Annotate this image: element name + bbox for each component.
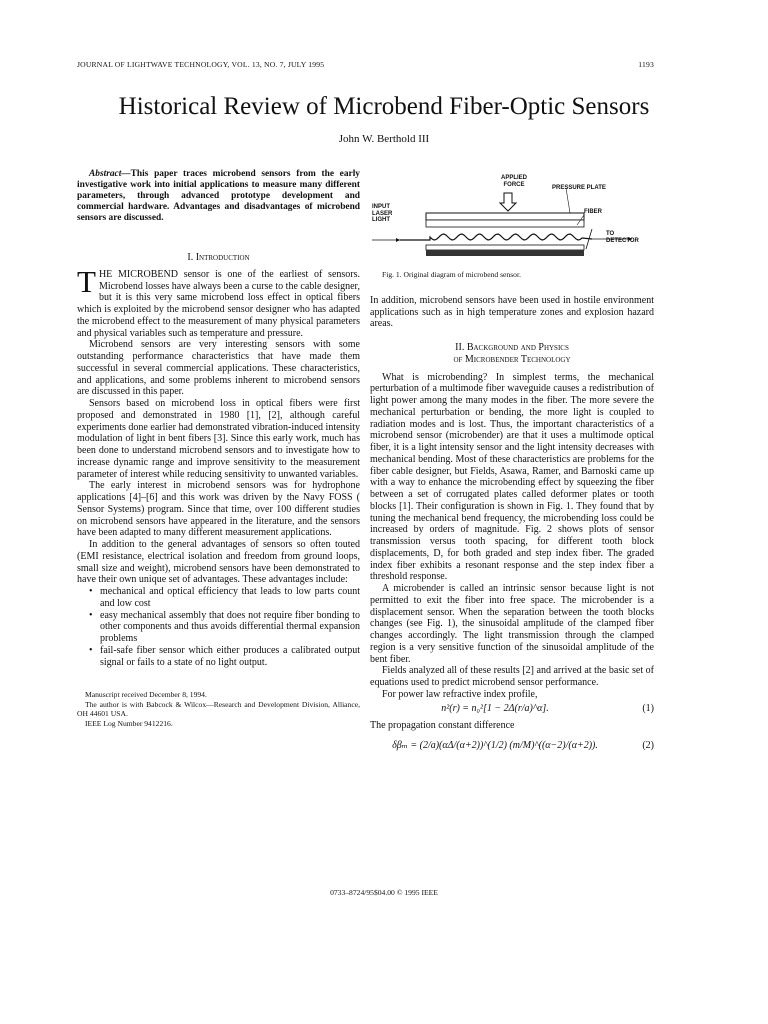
intro-paragraph-4: The early interest in microbend sensors was for hydrophone applications [4]–[6] and this work was driven by the Navy FOSS ( Sensor Systems) program. Since that time, over 100 different studies on microbend sensors have appeared in the literature, and the sensors have been adapted to many different measurement applications. xyxy=(77,480,360,539)
section-heading-background-line-1: II. Background and Physics xyxy=(455,342,569,353)
equation-1-number: (1) xyxy=(642,702,654,714)
equation-2 xyxy=(370,740,654,752)
figure-1-caption: Fig. 1. Original diagram of microbend sensor. xyxy=(382,270,521,279)
advantages-list xyxy=(77,586,360,668)
pressure-plate xyxy=(426,213,584,220)
label-to-detector: TO DETECTOR xyxy=(606,231,639,244)
background-paragraph-5: The propagation constant difference xyxy=(370,720,515,732)
intro-paragraph-2: Microbend sensors are very interesting sensors with some outstanding performance characteristics that have made them successful in several commercial applications. These characteristics, and applications, and some problems inherent to microbend sensors are discussed in this paper. xyxy=(77,339,360,398)
abstract-text: This paper traces microbend sensors from the early investigative work into initial applications to measure many different parameters, through advanced prototype development and commercial hardware. Advantages and disadvantages of microbend sensors are discussed. xyxy=(77,169,360,223)
intro-paragraph-1-text: HE MICROBEND sensor is one of the earliest of sensors. Microbend losses have always been a curse to the cable designer, but it is this very same microbend loss effect in optical fibers which is exploited by the microbend sensor designer who has adapted the microbend effect to the measurement of many physical parameters and physical variables such as temperature and pressure. xyxy=(77,268,360,339)
list-item: • fail-safe fiber sensor which either produces a calibrated output signal or fails to a state of no light output. xyxy=(89,644,360,668)
hostile-environment-paragraph: In addition, microbend sensors have been used in hostile environment applications such as in high temperature zones and explosion hazard areas. xyxy=(370,294,654,330)
footnote-affiliation: The author is with Babcock & Wilcox—Research and Development Division, Alliance, OH 44601 USA. xyxy=(77,699,360,719)
intro-paragraph-1 xyxy=(77,263,360,340)
list-item: • mechanical and optical efficiency that leads to low parts count and low cost xyxy=(89,586,360,609)
footnote xyxy=(77,690,360,728)
equation-1 xyxy=(370,703,654,715)
equation-2-number: (2) xyxy=(642,740,654,751)
abstract-label: Abstract— xyxy=(89,169,131,179)
pressure-plate-pointer xyxy=(566,188,570,213)
drop-cap: T xyxy=(77,263,96,299)
list-item: • easy mechanical assembly that does not require fiber bonding to other components and thus avoids differential thermal expansion problems xyxy=(89,609,360,644)
label-pressure-plate: PRESSURE PLATE xyxy=(552,185,606,191)
paper-title: Historical Review of Microbend Fiber-Optic Sensors xyxy=(118,93,650,120)
background-paragraph-1: What is microbending? In simplest terms, the mechanical perturbation of a multimode fiber waveguide causes a redistribution of light power among the many modes in the fiber. The more severe the mechanical perturbation or bending, the more light is coupled to radiation modes and is lost. Thus, the important characteristics of a microbend sensor (microbender) are that it uses a multimode optical fiber, it is a light intensity sensor and the light intensity decreases with mechanical bending. Most of these characteristics are problems for the fiber cable designer, but Fields, Asawa, Ramer, and Barnoski came up with a way to enhance the microbending effect by squeezing the fiber between a set of corrugated plates called deformer plates or tooth blocks [1]. Their configuration is shown in Fig. 1. They found that by tuning the mechanical bend frequency, the microbending loss could be increased by orders of magnitude. Fig. 2 shows plots of sensor transmission versus tooth spacing, for different tooth block displacements, D, for both graded and step index fiber. The graded index fiber exhibits a resonant response and the step index fiber a threshold response. xyxy=(370,371,654,583)
left-column xyxy=(77,169,360,729)
top-tooth-block xyxy=(426,220,584,227)
author-name: John W. Berthold III xyxy=(338,133,430,145)
section-heading-introduction: I. Introduction xyxy=(187,252,250,263)
footnote-received: Manuscript received December 8, 1994. xyxy=(85,690,207,700)
intro-paragraph-3: Sensors based on microbend loss in optical fibers were first proposed and demonstrated in 1980 [1], [2], although careful experiments done earlier had demonstrated vibration-induced intensity modulation of light in bent fibers [3]. Since this early work, much has been done to understand microbend sensors and to investigate how to increase dynamic range and improve sensitivity to the measurement parameter of interest while reducing sensitivity to unwanted variables. xyxy=(77,398,360,480)
background-paragraph-4: For power law refractive index profile, xyxy=(382,688,538,700)
page-number: 1193 xyxy=(638,60,654,69)
background-paragraph-3: Fields analyzed all of these results [2] and arrived at the basic set of equations used to predict microbend sensor performance. xyxy=(370,665,654,688)
section-heading-background-line-2: of Microbender Technology xyxy=(453,353,571,365)
ground-base xyxy=(426,250,584,256)
journal-header: JOURNAL OF LIGHTWAVE TECHNOLOGY, VOL. 13, NO. 7, JULY 1995 xyxy=(77,60,325,69)
intro-paragraph-5: In addition to the general advantages of sensors so often touted (EMI resistance, electrical isolation and freedom from ground loops, small size and weight), microbend sensors have been demonstrated to have their own unique set of advantages. These advantages include: xyxy=(77,539,360,586)
abstract xyxy=(77,169,360,224)
label-fiber: FIBER xyxy=(584,209,602,215)
label-input-laser-light: INPUT LASER LIGHT xyxy=(372,204,393,223)
fiber-line xyxy=(400,234,592,240)
equation-2-body: δβₘ = (2/a)(αΔ/(α+2))^(1/2) (m/M)^((α−2)/(α+2)). xyxy=(392,740,598,751)
right-column xyxy=(370,167,654,752)
footnote-log-number: IEEE Log Number 9412216. xyxy=(85,719,173,729)
copyright-line: 0733–8724/95$04.00 © 1995 IEEE xyxy=(330,888,438,897)
equation-1-body: n²(r) = n₀²[1 − 2Δ(r/a)^α]. xyxy=(441,702,549,714)
background-paragraph-2: A microbender is called an intrinsic sensor because light is not permitted to exit the fiber into free space. The microbender is a displacement sensor. When the separation between the tooth blocks changes (see Fig. 1), the sinusoidal amplitude of the clamped fiber changes accordingly. The light transmission through the clamped region is a very sensitive function of the sinusoidal amplitude of the bent fiber. xyxy=(370,583,654,665)
applied-force-arrow xyxy=(500,193,516,211)
bottom-tooth-block xyxy=(426,245,584,250)
label-applied-force: APPLIED FORCE xyxy=(500,175,527,188)
figure-1 xyxy=(370,167,654,269)
